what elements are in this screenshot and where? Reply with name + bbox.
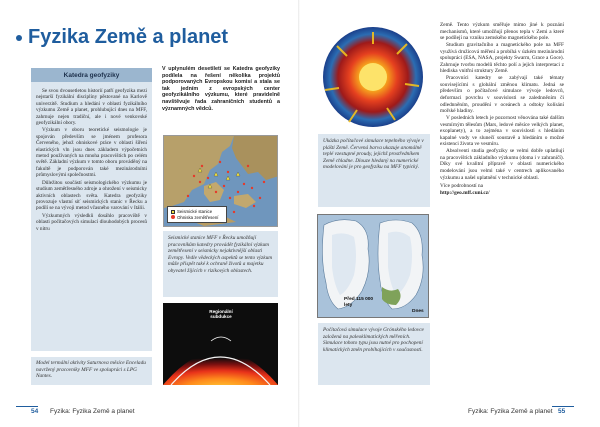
title-bullet-icon bbox=[16, 35, 22, 41]
greenland-caption: Počítačová simulace vývoje Grónského ledovce založená na paleoklimatických měřeních. Simulace tohoto typu jsou nutné pro pochopení klimatických změn probíhajících v současnosti. bbox=[318, 323, 430, 385]
subduction-label: Regionální subdukce bbox=[209, 309, 233, 320]
greece-seismic-map bbox=[163, 135, 278, 227]
department-url-link[interactable]: http://geo.mff.cuni.cz/ bbox=[440, 190, 490, 197]
page-title bbox=[16, 26, 228, 49]
globe-graphic bbox=[317, 24, 429, 130]
sidebar-paragraph: Se svou dvousetletou historií patří geofyzika mezi nejstarší fyzikální disciplíny pěstované na Karlově univerzitě. Studium a hledání v oblasti fyzikálního výzkumu Země a planet, prohlubující dnes na MFF, zahrnuje nejen tradiční, ale i nové venkovské geofyzikální obory. bbox=[36, 88, 147, 127]
mantle-simulation-image bbox=[317, 24, 429, 130]
sidebar-paragraph: Důležitou součástí seismologického výzkumu je studium zemětřesného zdroje a ohrožení v seismicky aktivních oblastech světa. Katedra geofyziky provozuje vlastní síť seismických stanic v Řecku a podílí se na vývoji metod včasného varování v Itálii. bbox=[36, 179, 147, 212]
body-paragraph: Pracovníci katedry se zabývají také tématy souvisejícími s globální změnou klimatu. Jedná se především o počítačové simulace vývoje ledovců, deformaci povrchu v souvislosti se zalednněním či odlednněním, proudění v oceánech a odtoky kolísání mořské hladiny. bbox=[440, 75, 564, 115]
subduction-model-image bbox=[163, 303, 278, 385]
body-paragraph: Absolventi studia geofyziky se velmi dobře uplatňují na pracovištích základního výzkumu (doma i v zahraničí). Díky své kvalitní přípravě v oblasti numerického modelování jsou velmi také v centrech aplikovaného výzkumu a našel uplatnění v technické oblasti. bbox=[440, 148, 564, 181]
footer-rule bbox=[552, 406, 574, 407]
sidebar-paragraph: Výzkum v oboru teoretické seismologie je spojován především se jménem profesora Červeného, jehož ohniskové práce v oblasti šíření elastických vln jsou dnes základem výpočetních metod používaných na mnoha pracovištích po celém světě. Základní výzkum v tomto oboru prováděný na fakultě je podporován také mezinárodními průmyslovými společnostmi. bbox=[36, 127, 147, 179]
seismic-caption: Seismické stanice MFF v Řecku umožňují pracovníkům katedry provádět fyzikální výzkum zemětřesení v seismicky nejaktivnější oblasti Evropy. Vedle vědeckých aspektů se tento výzkum může přispět také k ochraně životů a majetku obyvatel žijících v rizikových oblastech. bbox=[163, 231, 278, 297]
intro-paragraph: V uplynulém desetiletí se Katedra geofyziky podílela na řešení několika projektů podporovaných Evropskou komisí a stala se tak jedním z evropských center geofyzikálního výzkumu, které pravidelně navštěvuje řada zahraničních studentů a významných vědců. bbox=[162, 66, 280, 112]
triangle-icon bbox=[171, 210, 175, 214]
more-info-label: Více podrobností na bbox=[440, 183, 483, 190]
body-paragraph: Studium gravitačního a magnetického pole na MFF využívá družicová měření a probíhá v úzkém mezinárodní spolupráci (ESA, NASA, projekty Swarm, Grace a Goce). Zahrnuje tvorbu modelů těchto polí a jejich interpretaci z hlediska vnitřní struktury Země. bbox=[440, 42, 564, 75]
dot-icon bbox=[171, 215, 175, 219]
sidebar-heading: Katedra geofyziky bbox=[31, 68, 152, 82]
right-text-column bbox=[440, 22, 564, 197]
greenland-label-today: Dnes bbox=[412, 309, 424, 314]
page-number: 55 bbox=[558, 408, 566, 415]
mantle-caption: Ukázka počítačové simulace tepelného vývoje v plášti Země. Červená barva ukazuje anomálně teplé vzestupné proudy, jejichž prostředníkem Země chladne. Dlouze hledaný na numerické modelování je pro geofyziku na MFF typický. bbox=[318, 134, 430, 207]
page-title-text: Fyzika Země a planet bbox=[28, 26, 229, 48]
footer-rule bbox=[16, 406, 38, 407]
page-number: 54 bbox=[31, 408, 39, 415]
sidebar-body bbox=[31, 82, 152, 237]
sidebar-box bbox=[31, 68, 152, 351]
legend-item-earthquakes bbox=[171, 215, 223, 220]
sidebar-paragraph: Výzkumných výsledků dosáhlo pracoviště v oblasti počítačových simulací dlouhodobých procesů v nitru bbox=[36, 212, 147, 232]
body-paragraph: Země. Tento výzkum směřuje mimo jiné k poznání mechanismů, které umožňují přenos tepla v Zemi a které se podílejí na vzniku zemského magnetického pole. bbox=[440, 22, 564, 42]
map-legend bbox=[167, 206, 227, 223]
body-paragraph: V posledních letech je pozornost věnována také dalším vesmírným tělesům (Mars, ledové měsíce velkých planet, exoplanety), a to zejména v souvislosti s hledáním kapalné vody ve slunečí soustavě a hledáním o možné existenci života ve vesmíru. bbox=[440, 115, 564, 148]
greenland-simulation-image bbox=[317, 214, 429, 318]
enceladus-caption: Model termální aktivity Saturnova měsíce Enceladu navržený pracovníky MFF ve spolupráci s LPG Nantes. bbox=[31, 357, 152, 385]
greenland-label-past: Před 115 000 lety bbox=[344, 297, 374, 308]
running-footer: Fyzika: Fyzika Země a planet bbox=[50, 408, 135, 415]
running-footer: Fyzika: Fyzika Země a planet bbox=[468, 408, 553, 415]
legend-label-stations: Seismické stanice bbox=[177, 209, 213, 215]
legend-label-earthquakes: Ohniska zemětřesení bbox=[177, 214, 219, 220]
right-page bbox=[300, 0, 600, 427]
